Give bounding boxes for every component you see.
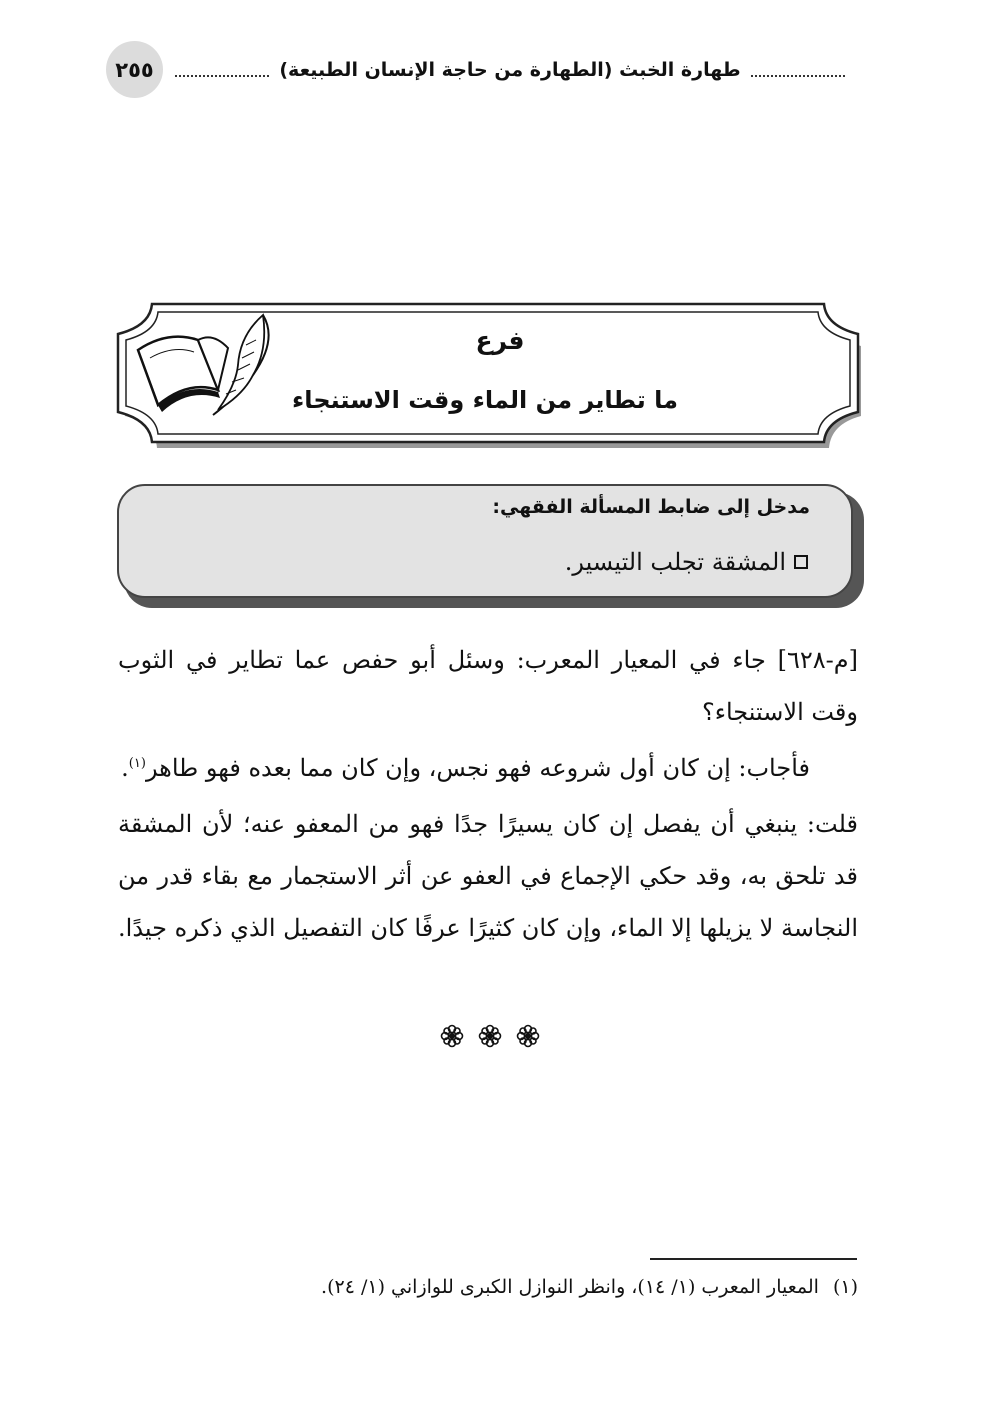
page-number: ٢٥٥ (106, 41, 163, 98)
section-label: فرع (475, 326, 525, 355)
footnote-text: المعيار المعرب (١/ ١٤)، وانظر النوازل الكبرى للوازاني (١/ ٢٤). (321, 1276, 819, 1298)
footnote-reference[interactable]: (١) (128, 756, 146, 771)
paragraph-comment: قلت: ينبغي أن يفصل إن كان يسيرًا جدًا فهو من المعفو عنه؛ لأن المشقة قد تلحق به، وقد حكي الإجماع في العفو عن أثر الاستجمار مع بقاء قدر من النجاسة لا يزيلها إلا الماء، وإن كان كثيرًا عرفًا كان التفصيل الذي ذكره جيدًا. (118, 810, 858, 942)
answer-end: . (121, 754, 129, 782)
footnote-number: (١) (832, 1276, 858, 1298)
rule-heading: مدخل إلى ضابط المسألة الفقهي: (492, 496, 810, 518)
header-dotted-leader-left (175, 75, 269, 77)
footnote-1 (321, 1276, 858, 1298)
flower-icon (478, 1024, 502, 1048)
header-dotted-leader-right (751, 75, 845, 77)
running-header (175, 52, 845, 88)
checkbox-icon (794, 555, 808, 569)
section-separator (440, 1024, 540, 1048)
paragraph-question: [م-٦٢٨] جاء في المعيار المعرب: وسئل أبو حفص عما تطاير في الثوب وقت الاستنجاء؟ (118, 646, 858, 726)
flower-icon (440, 1024, 464, 1048)
flower-icon (516, 1024, 540, 1048)
section-title: ما تطاير من الماء وقت الاستنجاء (292, 386, 678, 414)
answer-text: فأجاب: إن كان أول شروعه فهو نجس، وإن كان مما بعده فهو طاهر (145, 754, 810, 782)
rule-item (565, 548, 808, 576)
paragraph-answer (118, 742, 810, 794)
book-quill-icon (128, 310, 278, 420)
footnote-divider (650, 1258, 857, 1260)
running-title: طهارة الخبث (الطهارة من حاجة الإنسان الطبيعة) (279, 59, 741, 81)
rule-item-text: المشقة تجلب التيسير. (564, 548, 786, 576)
